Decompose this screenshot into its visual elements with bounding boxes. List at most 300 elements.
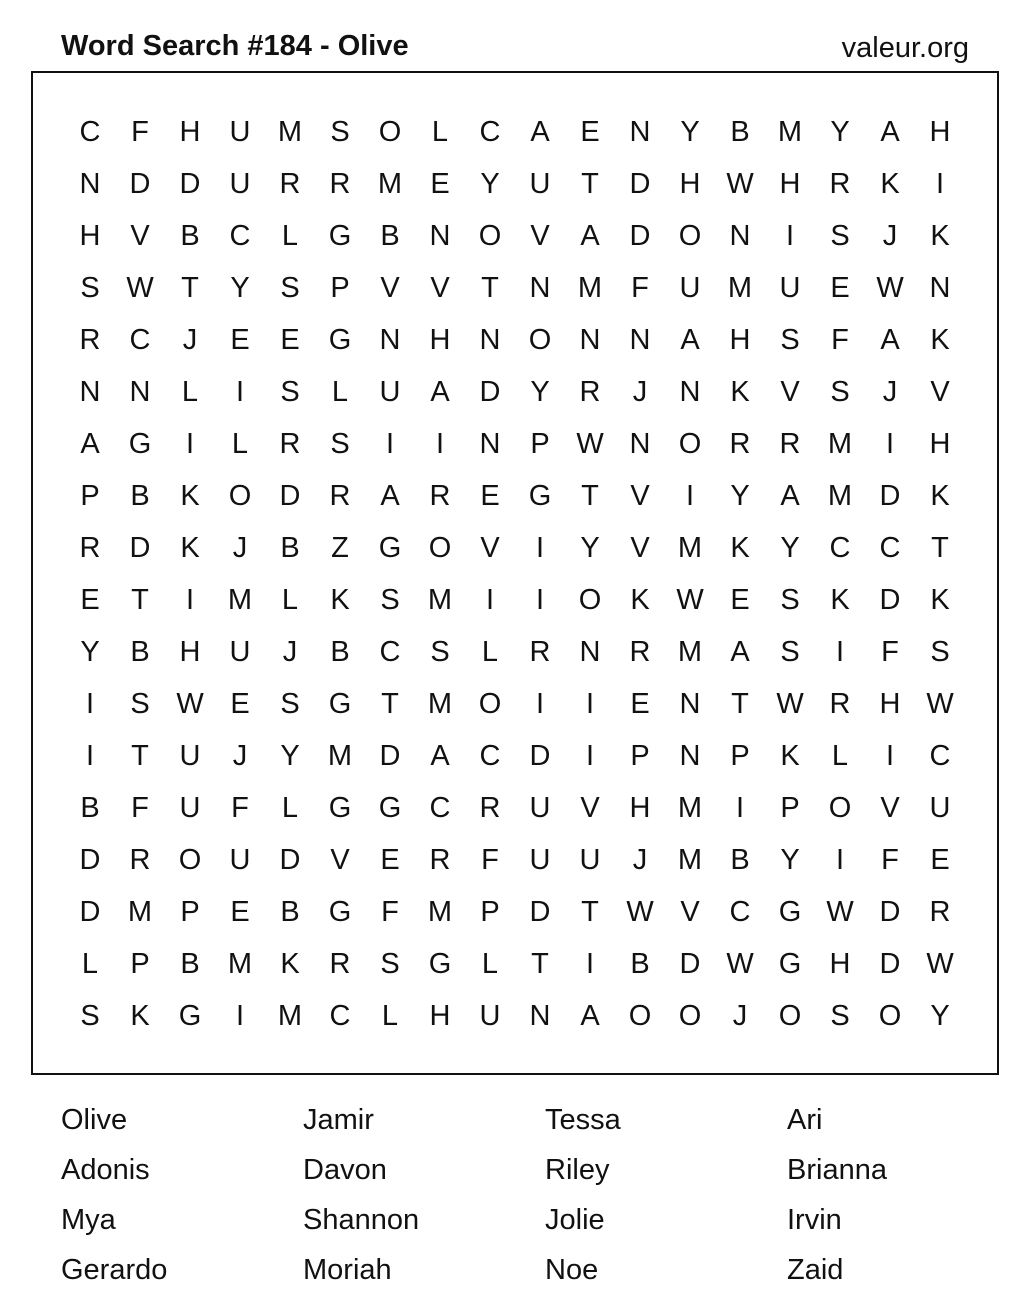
grid-letter: S [280,688,300,720]
grid-letter: V [630,532,650,564]
grid-letter: K [180,480,200,512]
grid-letter: G [378,792,402,824]
grid-letter: V [630,480,650,512]
grid-letter: A [580,1000,600,1032]
grid-row [33,366,997,418]
grid-letter: N [79,168,101,200]
grid-letter: N [679,688,701,720]
grid-letter: M [377,168,403,200]
grid-letter: W [626,896,654,928]
grid-letter: R [429,480,451,512]
word-list-item: Shannon [303,1204,420,1236]
grid-letter: E [230,688,250,720]
grid-letter: A [530,116,550,148]
grid-letter: P [330,272,350,304]
grid-row [33,158,997,210]
word-list [61,1095,1001,1295]
grid-letter: V [580,792,600,824]
grid-letter: C [479,116,501,148]
grid-letter: V [430,272,450,304]
grid-letter: K [830,584,850,616]
grid-letter: N [129,376,151,408]
grid-letter: J [182,324,198,356]
grid-row [33,418,997,470]
grid-letter: P [780,792,800,824]
grid-letter: Z [331,532,349,564]
grid-letter: E [580,116,600,148]
grid-letter: M [127,896,153,928]
grid-letter: S [80,1000,100,1032]
grid-letter: H [179,636,201,668]
grid-letter: R [479,792,501,824]
grid-letter: U [579,844,601,876]
grid-letter: R [329,168,351,200]
grid-letter: H [879,688,901,720]
grid-letter: V [930,376,950,408]
grid-letter: C [329,1000,351,1032]
grid-letter: I [685,480,695,512]
grid-letter: R [579,376,601,408]
grid-letter: M [427,896,453,928]
grid-letter: H [429,1000,451,1032]
grid-letter: R [629,636,651,668]
grid-letter: K [730,532,750,564]
grid-letter: B [130,480,150,512]
grid-letter: G [178,1000,202,1032]
grid-letter: L [281,792,299,824]
grid-letter: L [231,428,249,460]
grid-letter: A [80,428,100,460]
grid-letter: B [280,532,300,564]
grid-letter: I [885,740,895,772]
grid-letter: Y [780,844,800,876]
grid-row [33,314,997,366]
grid-letter: N [529,272,551,304]
grid-letter: K [730,376,750,408]
grid-letter: J [282,636,298,668]
grid-row [33,886,997,938]
grid-letter: N [429,220,451,252]
grid-letter: T [581,896,599,928]
grid-letter: T [481,272,499,304]
grid-letter: R [829,688,851,720]
grid-letter: F [231,792,249,824]
grid-letter: O [628,1000,652,1032]
grid-letter: H [429,324,451,356]
grid-letter: E [80,584,100,616]
grid-letter: F [131,792,149,824]
grid-letter: E [730,584,750,616]
grid-letter: N [529,1000,551,1032]
word-list-item: Mya [61,1204,116,1236]
grid-letter: E [230,324,250,356]
grid-letter: P [630,740,650,772]
grid-letter: P [480,896,500,928]
grid-letter: A [730,636,750,668]
grid-letter: U [779,272,801,304]
grid-letter: K [780,740,800,772]
grid-row [33,574,997,626]
grid-letter: R [829,168,851,200]
grid-letter: C [479,740,501,772]
grid-letter: T [581,480,599,512]
grid-letter: R [929,896,951,928]
grid-letter: A [680,324,700,356]
grid-letter: P [180,896,200,928]
grid-letter: E [480,480,500,512]
grid-letter: H [829,948,851,980]
grid-letter: R [79,532,101,564]
grid-letter: Y [530,376,550,408]
grid-letter: H [679,168,701,200]
grid-letter: M [277,116,303,148]
grid-letter: N [479,324,501,356]
word-list-item: Brianna [787,1154,887,1186]
grid-letter: N [679,740,701,772]
grid-letter: I [835,636,845,668]
grid-letter: I [85,740,95,772]
grid-letter: M [227,584,253,616]
grid-letter: G [328,896,352,928]
grid-letter: I [235,1000,245,1032]
grid-letter: G [378,532,402,564]
grid-row [33,834,997,886]
grid-letter: L [181,376,199,408]
word-list-item: Moriah [303,1254,392,1286]
grid-letter: U [679,272,701,304]
grid-letter: N [729,220,751,252]
grid-letter: U [229,636,251,668]
grid-letter: U [379,376,401,408]
grid-letter: M [677,532,703,564]
grid-letter: I [185,584,195,616]
grid-row [33,626,997,678]
grid-letter: B [330,636,350,668]
grid-letter: M [777,116,803,148]
grid-letter: T [931,532,949,564]
grid-letter: I [435,428,445,460]
grid-letter: S [380,948,400,980]
grid-letter: R [529,636,551,668]
grid-letter: D [179,168,201,200]
grid-letter: K [930,220,950,252]
grid-letter: R [329,480,351,512]
grid-row [33,262,997,314]
grid-letter: G [528,480,552,512]
grid-letter: U [229,116,251,148]
grid-letter: N [679,376,701,408]
grid-letter: M [677,844,703,876]
grid-letter: D [679,948,701,980]
grid-letter: R [729,428,751,460]
grid-letter: P [730,740,750,772]
grid-letter: I [385,428,395,460]
grid-letter: D [129,532,151,564]
grid-letter: P [130,948,150,980]
grid-letter: O [878,1000,902,1032]
grid-letter: M [227,948,253,980]
grid-letter: W [876,272,904,304]
grid-letter: C [879,532,901,564]
grid-letter: W [926,948,954,980]
grid-letter: H [779,168,801,200]
grid-letter: I [85,688,95,720]
grid-letter: I [735,792,745,824]
grid-letter: F [831,324,849,356]
grid-letter: C [829,532,851,564]
grid-letter: W [176,688,204,720]
grid-letter: V [380,272,400,304]
word-list-item: Adonis [61,1154,150,1186]
grid-letter: M [827,480,853,512]
grid-letter: A [880,324,900,356]
grid-letter: V [780,376,800,408]
grid-letter: M [277,1000,303,1032]
grid-letter: G [778,948,802,980]
grid-letter: D [279,844,301,876]
grid-letter: O [478,220,502,252]
grid-letter: K [280,948,300,980]
grid-letter: O [678,1000,702,1032]
grid-letter: S [80,272,100,304]
grid-letter: I [185,428,195,460]
grid-letter: S [430,636,450,668]
grid-letter: A [430,740,450,772]
grid-letter: D [629,168,651,200]
grid-letter: C [729,896,751,928]
grid-letter: B [730,844,750,876]
grid-row [33,470,997,522]
grid-letter: T [581,168,599,200]
grid-letter: E [380,844,400,876]
grid-letter: Y [730,480,750,512]
grid-letter: K [180,532,200,564]
grid-letter: Y [580,532,600,564]
grid-letter: T [181,272,199,304]
grid-letter: I [785,220,795,252]
grid-letter: V [330,844,350,876]
grid-letter: B [280,896,300,928]
grid-letter: D [279,480,301,512]
grid-letter: H [729,324,751,356]
grid-letter: L [81,948,99,980]
site-name: valeur.org [841,32,969,64]
grid-letter: C [129,324,151,356]
letter-grid [31,71,999,1075]
grid-letter: Y [80,636,100,668]
grid-letter: R [79,324,101,356]
grid-letter: G [328,324,352,356]
grid-letter: R [279,168,301,200]
grid-letter: A [780,480,800,512]
grid-letter: S [330,428,350,460]
grid-letter: S [280,376,300,408]
grid-letter: J [632,844,648,876]
grid-letter: I [585,740,595,772]
grid-letter: F [881,636,899,668]
grid-letter: E [930,844,950,876]
grid-letter: M [427,584,453,616]
grid-letter: D [379,740,401,772]
grid-letter: O [528,324,552,356]
grid-letter: O [228,480,252,512]
grid-letter: U [529,844,551,876]
grid-letter: I [535,584,545,616]
grid-letter: F [881,844,899,876]
grid-letter: S [930,636,950,668]
grid-letter: D [529,896,551,928]
grid-letter: E [280,324,300,356]
grid-letter: G [328,220,352,252]
grid-letter: D [629,220,651,252]
grid-letter: B [630,948,650,980]
grid-letter: Y [680,116,700,148]
grid-letter: M [327,740,353,772]
grid-letter: O [778,1000,802,1032]
grid-letter: K [130,1000,150,1032]
grid-letter: D [529,740,551,772]
word-list-item: Noe [545,1254,599,1286]
grid-letter: P [80,480,100,512]
grid-letter: I [585,948,595,980]
grid-letter: O [478,688,502,720]
grid-letter: A [380,480,400,512]
grid-row [33,782,997,834]
grid-letter: J [232,532,248,564]
grid-letter: E [830,272,850,304]
word-list-item: Riley [545,1154,610,1186]
grid-letter: H [929,428,951,460]
grid-letter: W [576,428,604,460]
grid-row [33,990,997,1042]
grid-letter: S [780,584,800,616]
grid-letter: R [279,428,301,460]
grid-letter: V [880,792,900,824]
grid-letter: I [835,844,845,876]
grid-letter: E [230,896,250,928]
grid-letter: Y [830,116,850,148]
grid-letter: E [630,688,650,720]
grid-letter: L [281,220,299,252]
grid-letter: C [229,220,251,252]
grid-letter: I [535,688,545,720]
grid-letter: R [129,844,151,876]
grid-letter: G [778,896,802,928]
grid-letter: E [430,168,450,200]
grid-letter: I [585,688,595,720]
grid-letter: K [330,584,350,616]
grid-letter: U [229,844,251,876]
word-list-item: Tessa [545,1104,621,1136]
grid-letter: Y [930,1000,950,1032]
grid-letter: H [79,220,101,252]
grid-letter: U [929,792,951,824]
grid-letter: R [429,844,451,876]
grid-letter: N [629,324,651,356]
grid-letter: H [929,116,951,148]
grid-row [33,938,997,990]
grid-letter: M [827,428,853,460]
grid-letter: V [530,220,550,252]
grid-letter: O [178,844,202,876]
grid-letter: B [80,792,100,824]
grid-letter: B [380,220,400,252]
grid-letter: F [131,116,149,148]
grid-letter: D [879,948,901,980]
grid-letter: L [831,740,849,772]
grid-letter: J [632,376,648,408]
grid-letter: N [629,428,651,460]
grid-letter: N [79,376,101,408]
grid-letter: F [631,272,649,304]
grid-letter: A [430,376,450,408]
grid-letter: T [131,740,149,772]
word-list-item: Jolie [545,1204,605,1236]
word-list-item: Ari [787,1104,823,1136]
grid-letter: B [130,636,150,668]
grid-letter: N [379,324,401,356]
grid-letter: I [885,428,895,460]
grid-letter: F [381,896,399,928]
grid-letter: M [677,636,703,668]
grid-letter: W [676,584,704,616]
grid-letter: O [678,428,702,460]
grid-letter: B [180,948,200,980]
grid-letter: L [481,948,499,980]
grid-letter: Y [280,740,300,772]
grid-letter: N [929,272,951,304]
grid-letter: A [580,220,600,252]
grid-letter: D [479,376,501,408]
word-list-item: Gerardo [61,1254,168,1286]
grid-letter: J [732,1000,748,1032]
grid-letter: K [930,324,950,356]
word-list-item: Irvin [787,1204,842,1236]
grid-letter: U [529,792,551,824]
grid-letter: U [179,792,201,824]
grid-letter: M [427,688,453,720]
grid-letter: O [578,584,602,616]
grid-row [33,106,997,158]
grid-letter: S [380,584,400,616]
grid-letter: Y [230,272,250,304]
grid-letter: J [882,220,898,252]
grid-letter: G [428,948,452,980]
grid-letter: V [480,532,500,564]
grid-letter: I [485,584,495,616]
grid-letter: L [381,1000,399,1032]
grid-letter: T [131,584,149,616]
grid-letter: T [531,948,549,980]
grid-letter: N [579,636,601,668]
word-list-item: Olive [61,1104,128,1136]
grid-letter: S [280,272,300,304]
grid-letter: V [130,220,150,252]
grid-letter: L [481,636,499,668]
grid-letter: S [830,1000,850,1032]
grid-letter: N [479,428,501,460]
grid-letter: G [328,688,352,720]
grid-letter: H [179,116,201,148]
grid-row [33,678,997,730]
grid-letter: Y [480,168,500,200]
grid-letter: G [328,792,352,824]
grid-letter: U [229,168,251,200]
grid-letter: A [880,116,900,148]
grid-letter: U [179,740,201,772]
grid-letter: W [826,896,854,928]
grid-letter: W [726,948,754,980]
